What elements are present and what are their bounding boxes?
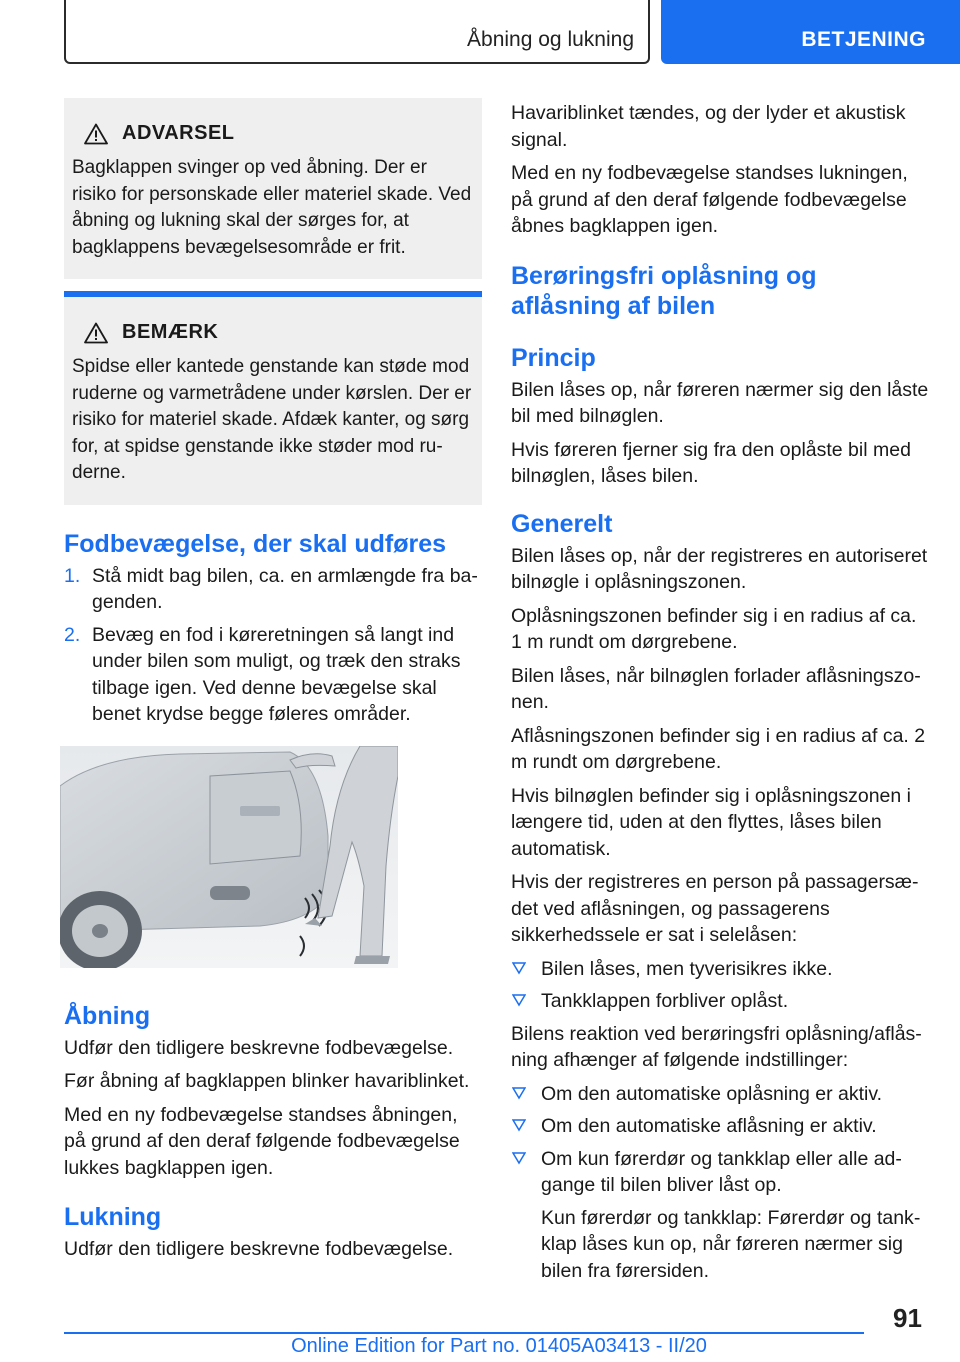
warning-triangle-icon bbox=[84, 123, 108, 145]
bullet-item bbox=[511, 956, 929, 983]
principle-heading: Princip bbox=[511, 343, 596, 372]
opening-paragraph: Udfør den tidligere beskrevne fodbevægelse. bbox=[64, 1036, 454, 1059]
warning-title-text: ADVARSEL bbox=[122, 122, 235, 144]
right-column bbox=[511, 100, 929, 1290]
bullet-text: Om den automatiske aflåsning er aktiv. bbox=[541, 1115, 877, 1137]
note-box bbox=[64, 291, 482, 505]
bullet-text: Om kun førerdør og tankklap eller alle adgange til bilen bliver låst op. bbox=[541, 1147, 902, 1196]
foot-gesture-steps bbox=[64, 563, 482, 728]
keyless-heading-line1: Berøringsfri oplåsning og bbox=[511, 261, 817, 290]
general-paragraph: Bilen låses op, når der registreres en autoriseret bilnøgle i oplåsningszonen. bbox=[511, 544, 928, 593]
bullet-text: Om den automatiske oplåsning er aktiv. bbox=[541, 1082, 883, 1105]
warning-box bbox=[64, 98, 482, 279]
bullet-text: Bilen låses, men tyverisikres ikke. bbox=[541, 957, 833, 980]
bullet-text: Tankklappen forbliver oplåst. bbox=[541, 990, 789, 1012]
section-title: Åbning og lukning bbox=[467, 28, 634, 51]
chapter-tab-label: BETJENING bbox=[801, 28, 926, 51]
page-number: 91 bbox=[893, 1303, 922, 1333]
footer-divider bbox=[64, 1332, 864, 1334]
settings-bullets bbox=[511, 1081, 929, 1199]
general-paragraph: Hvis der registreres en person på passagersædet ved aflåsningen, og passagerens sikkerhedssele er sat i selelåsen: bbox=[511, 871, 919, 946]
edition-text: Online Edition for Part no. 01405A03413 - II/20 bbox=[291, 1335, 707, 1357]
passenger-bullets bbox=[511, 956, 929, 1015]
step-number: 1. bbox=[64, 564, 81, 587]
opening-paragraph: Med en ny fodbevægelse standses åbningen, på grund af den deraf følgende fodbevægelse lukkes bagklappen igen. bbox=[64, 1103, 460, 1179]
left-column bbox=[64, 98, 482, 1270]
bullet-item bbox=[511, 988, 929, 1015]
closing-paragraph: Udfør den tidligere beskrevne fodbevægelse. bbox=[64, 1238, 454, 1260]
general-paragraph: Oplåsningszonen befinder sig i en radius af ca. 1 m rundt om dørgrebene. bbox=[511, 604, 917, 653]
step-text: Stå midt bag bilen, ca. en armlængde fra bagenden. bbox=[92, 564, 478, 613]
note-triangle-icon bbox=[84, 322, 108, 344]
principle-paragraph: Bilen låses op, når føreren nærmer sig den låste bil med bilnøglen. bbox=[511, 378, 929, 427]
closing-heading: Lukning bbox=[64, 1203, 162, 1231]
principle-paragraph: Hvis føreren fjerner sig fra den oplåste bil med bilnøglen, låses bilen. bbox=[511, 438, 911, 487]
general-heading: Generelt bbox=[511, 509, 613, 538]
triangle-bullet-icon bbox=[512, 1118, 526, 1132]
note-title-text: BEMÆRK bbox=[122, 321, 219, 343]
driver-door-subtext: Kun førerdør og tankklap: Førerdør og tankklap låses kun op, når føreren nærmer sig bilen fra førersiden. bbox=[541, 1206, 921, 1282]
general-paragraph: Hvis bilnøglen befinder sig i oplåsningszonen i længere tid, uden at den flyttes, låses bilen automatisk. bbox=[511, 784, 911, 860]
foot-gesture-illustration bbox=[60, 746, 398, 968]
keyless-heading-line2: aflåsning af bilen bbox=[511, 291, 716, 320]
foot-gesture-heading: Fodbevægelse, der skal udføres bbox=[64, 529, 447, 558]
header-section-frame bbox=[64, 0, 650, 64]
opening-heading: Åbning bbox=[64, 1001, 151, 1030]
bullet-item bbox=[511, 1113, 929, 1140]
step-number: 2. bbox=[64, 623, 81, 646]
warning-title bbox=[72, 122, 474, 145]
intro-paragraph: Havariblinket tændes, og der lyder et akustisk signal. bbox=[511, 102, 906, 151]
triangle-bullet-icon bbox=[512, 961, 526, 975]
triangle-bullet-icon bbox=[512, 1151, 526, 1165]
bullet-item bbox=[511, 1146, 929, 1199]
step-item bbox=[64, 622, 482, 728]
reaction-paragraph: Bilens reaktion ved berøringsfri oplåsning/aflåsning afhænger af følgende indstillinger: bbox=[511, 1022, 922, 1071]
note-text: Spidse eller kantede genstande kan støde mod ruderne og varmetrådene under kørslen. Der er risiko for materiel skade. Afdæk kanter, og sørg for, at spidse genstande ikke støder mod ruderne. bbox=[72, 356, 472, 483]
chapter-tab[interactable] bbox=[661, 0, 960, 64]
warning-text: Bagklappen svinger op ved åbning. Der er risiko for personskade eller materiel skade. Ved åbning og lukning skal der sørges for, at bagklappens bevægelsesområde er frit. bbox=[72, 157, 472, 258]
bullet-item bbox=[511, 1081, 929, 1108]
triangle-bullet-icon bbox=[512, 1086, 526, 1100]
step-item bbox=[64, 563, 482, 616]
general-paragraph: Bilen låses, når bilnøglen forlader aflåsningszonen. bbox=[511, 664, 921, 713]
step-text: Bevæg en fod i køreretningen så langt ind under bilen som muligt, og træk den straks tilbage igen. Ved denne bevægelse skal benet krydse begge føleres områder. bbox=[92, 623, 461, 725]
triangle-bullet-icon bbox=[512, 993, 526, 1007]
general-paragraph: Aflåsningszonen befinder sig i en radius af ca. 2 m rundt om dørgrebene. bbox=[511, 724, 926, 773]
keyless-heading bbox=[511, 261, 929, 321]
note-title bbox=[72, 321, 474, 344]
intro-paragraph: Med en ny fodbevægelse standses lukningen, på grund af den deraf følgende fodbevægelse åbnes bagklappen igen. bbox=[511, 162, 908, 237]
opening-paragraph: Før åbning af bagklappen blinker havariblinket. bbox=[64, 1070, 470, 1092]
